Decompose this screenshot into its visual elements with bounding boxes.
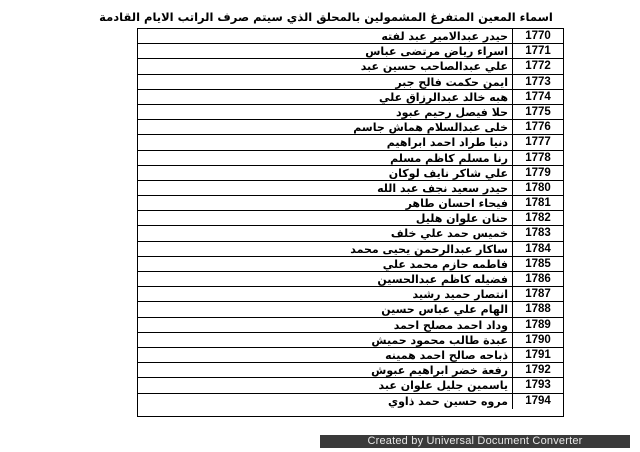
row-number: 1777 [512, 135, 563, 149]
row-number: 1773 [512, 75, 563, 89]
employee-name: دنيا طراد احمد ابراهيم [386, 136, 508, 150]
employee-name: وداد احمد مصلح احمد [393, 318, 508, 332]
employee-name: فاطمه حازم محمد علي [382, 257, 508, 271]
employee-name: رنا مسلم كاظم مسلم [390, 151, 508, 165]
employee-name: هبه خالد عبدالرزاق علي [379, 90, 508, 104]
table-row [138, 242, 563, 257]
table-row [138, 120, 563, 135]
row-number: 1787 [512, 287, 563, 301]
table-row [138, 105, 563, 120]
employee-name: حنان علوان هليل [415, 212, 508, 226]
employee-name: فضيله كاظم عبدالحسين [377, 273, 508, 286]
employee-name: ايمن حكمت فالح جبر [395, 75, 508, 89]
employee-name: اسراء رياض مرتضى عباس [365, 45, 508, 59]
employee-name: رفعة خضر ابراهيم عبوش [371, 364, 508, 378]
table-row [138, 151, 563, 166]
employee-name: مروه حسين حمد ذاوي [388, 394, 508, 408]
employee-name: حيدر سعيد نجف عبد الله [377, 181, 508, 195]
row-number: 1775 [512, 105, 563, 119]
employee-name: ساكار عبدالرحمن يحيى محمد [350, 242, 508, 256]
table-row [138, 196, 563, 211]
row-number: 1770 [512, 29, 563, 43]
row-number: 1780 [512, 181, 563, 195]
row-number: 1789 [512, 318, 563, 332]
page-title: اسماء المعين المتفرغ المشمولين بالمحلق الذي سيتم صرف الراتب الايام القادمة [99, 10, 553, 24]
table-row [138, 272, 563, 287]
row-number: 1778 [512, 151, 563, 165]
employee-name: عبدة طالب محمود حميش [371, 333, 508, 347]
employee-name: ذباحه صالح احمد همينه [385, 348, 508, 362]
employee-name: حلا فيصل رحيم عبود [395, 105, 508, 119]
table-row [138, 394, 563, 409]
table-row [138, 257, 563, 272]
table-row [138, 287, 563, 302]
employee-name: حيدر عبدالامير عبد لفته [381, 30, 508, 43]
table-row [138, 333, 563, 348]
table-row [138, 348, 563, 363]
row-number: 1783 [512, 226, 563, 240]
row-number: 1771 [512, 44, 563, 58]
names-table [137, 28, 564, 417]
row-number: 1776 [512, 120, 563, 134]
row-number: 1781 [512, 196, 563, 210]
employee-name: علي عبدالصاحب حسين عبد [360, 60, 508, 74]
employee-name: خلى عبدالسلام هماش جاسم [353, 121, 508, 135]
table-row [138, 226, 563, 241]
table-row [138, 75, 563, 90]
employee-name: ياسمين جليل علوان عبد [378, 379, 508, 393]
table-row [138, 211, 563, 226]
converter-watermark: Created by Universal Document Converter [320, 435, 630, 448]
row-number: 1785 [512, 257, 563, 271]
row-number: 1791 [512, 348, 563, 362]
row-number: 1790 [512, 333, 563, 347]
row-number: 1788 [512, 302, 563, 316]
table-row [138, 44, 563, 59]
row-number: 1794 [512, 394, 563, 409]
table-row [138, 378, 563, 393]
table-row [138, 318, 563, 333]
employee-name: علي شاكر نايف لوكان [388, 166, 508, 180]
employee-name: خميس حمد علي خلف [390, 227, 508, 241]
table-row [138, 166, 563, 181]
employee-name: انتصار حميد رشيد [412, 288, 508, 302]
row-number: 1792 [512, 363, 563, 377]
table-row [138, 135, 563, 150]
row-number: 1772 [512, 59, 563, 73]
row-number: 1793 [512, 378, 563, 392]
employee-name: الهام علي عباس حسين [381, 303, 508, 317]
row-number: 1784 [512, 242, 563, 256]
row-number: 1782 [512, 211, 563, 225]
row-number: 1779 [512, 166, 563, 180]
table-row [138, 363, 563, 378]
table-row [138, 302, 563, 317]
row-number: 1774 [512, 90, 563, 104]
employee-name: فيحاء احسان طاهر [405, 197, 508, 211]
table-row [138, 181, 563, 196]
table-row [138, 29, 563, 44]
row-number: 1786 [512, 272, 563, 286]
table-row [138, 90, 563, 105]
table-row [138, 59, 563, 74]
